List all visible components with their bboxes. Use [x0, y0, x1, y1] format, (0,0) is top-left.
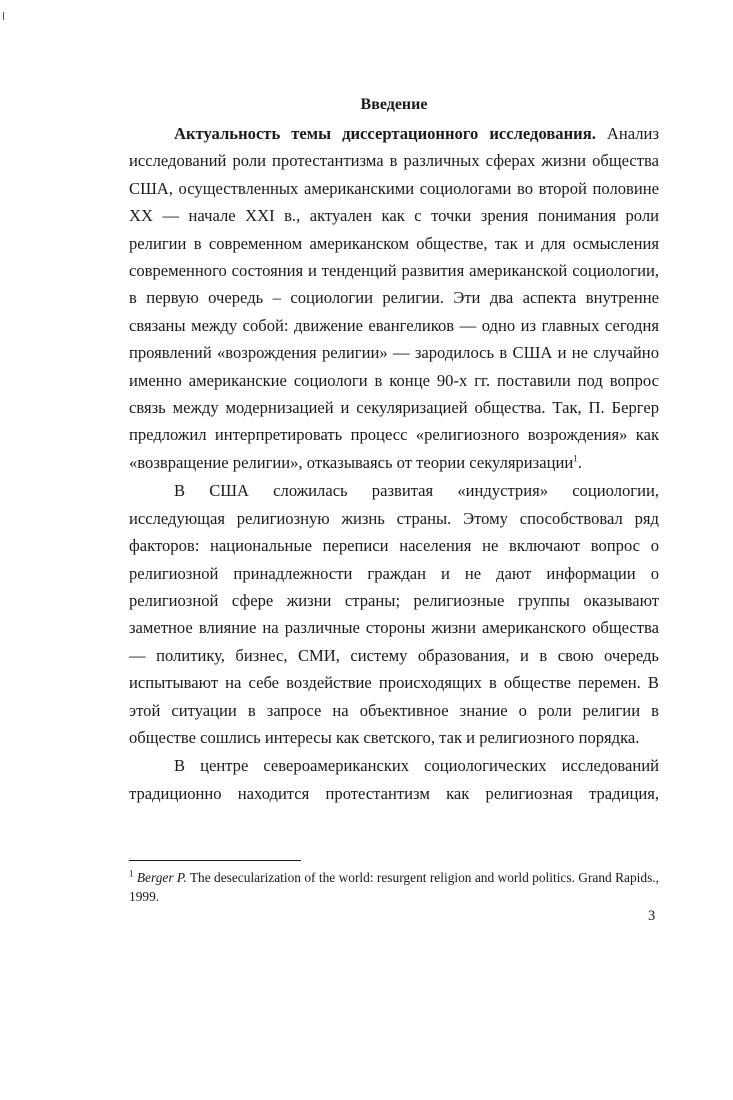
footnote-separator	[129, 860, 301, 861]
footnote-text: The desecularization of the world: resurgent religion and world politics. Grand Rapids., 1999.	[129, 870, 659, 904]
page-number: 3	[648, 908, 656, 924]
paragraph-lead: Актуальность темы диссертационного исследования.	[174, 124, 596, 143]
footnote-reference[interactable]: 1	[573, 453, 578, 464]
paragraph-text: Анализ исследований роли протестантизма в различных сферах жизни общества США, осуществленных американскими социологами во второй половине XX — начале XXI в., актуален как с точки зрения понимания роли религии в современном американском обществе, так и для осмысления современного состояния и тенденций развития американской социологии, в первую очередь – социологии религии. Эти два аспекта внутренне связаны между собой: движение евангеликов — одно из главных сегодня проявлений «возрождения религии» — зародилось в США и не случайно именно американские социологи в конце 90-х гг. поставили под вопрос связь между модернизацией и секуляризацией общества. Так, П. Бергер предложил интерпретировать процесс «религиозного возрождения» как «возвращение религии», отказываясь от теории секуляризации	[129, 124, 659, 472]
paragraph-tail: .	[577, 452, 582, 472]
paragraph-protestantism	[129, 752, 659, 807]
footnote-number: 1	[129, 868, 134, 879]
scan-margin-mark	[3, 12, 4, 20]
paragraph-text: В центре североамериканских социологических исследований традиционно находится протестантизм как религиозная традиция,	[129, 756, 659, 803]
paragraph-relevance	[129, 120, 659, 476]
paragraph-industry	[129, 477, 659, 751]
footnote	[129, 868, 659, 906]
page-body	[129, 94, 659, 807]
paragraph-text: В США сложилась развитая «индустрия» социологии, исследующая религиозную жизнь страны. Этому способствовал ряд факторов: национальные переписи населения не включают вопрос о религиозной принадлежности граждан и не дают информации о религиозной сфере жизни страны; религиозные группы оказывают заметное влияние на различные стороны жизни американского общества — политику, бизнес, СМИ, систему образования, и в свою очередь испытывают на себе воздействие происходящих в обществе перемен. В этой ситуации в запросе на объективное знание о роли религии в обществе сошлись интересы как светского, так и религиозного порядка.	[129, 481, 659, 747]
section-heading: Введение	[360, 96, 428, 113]
footnote-author: Berger P.	[136, 870, 187, 885]
